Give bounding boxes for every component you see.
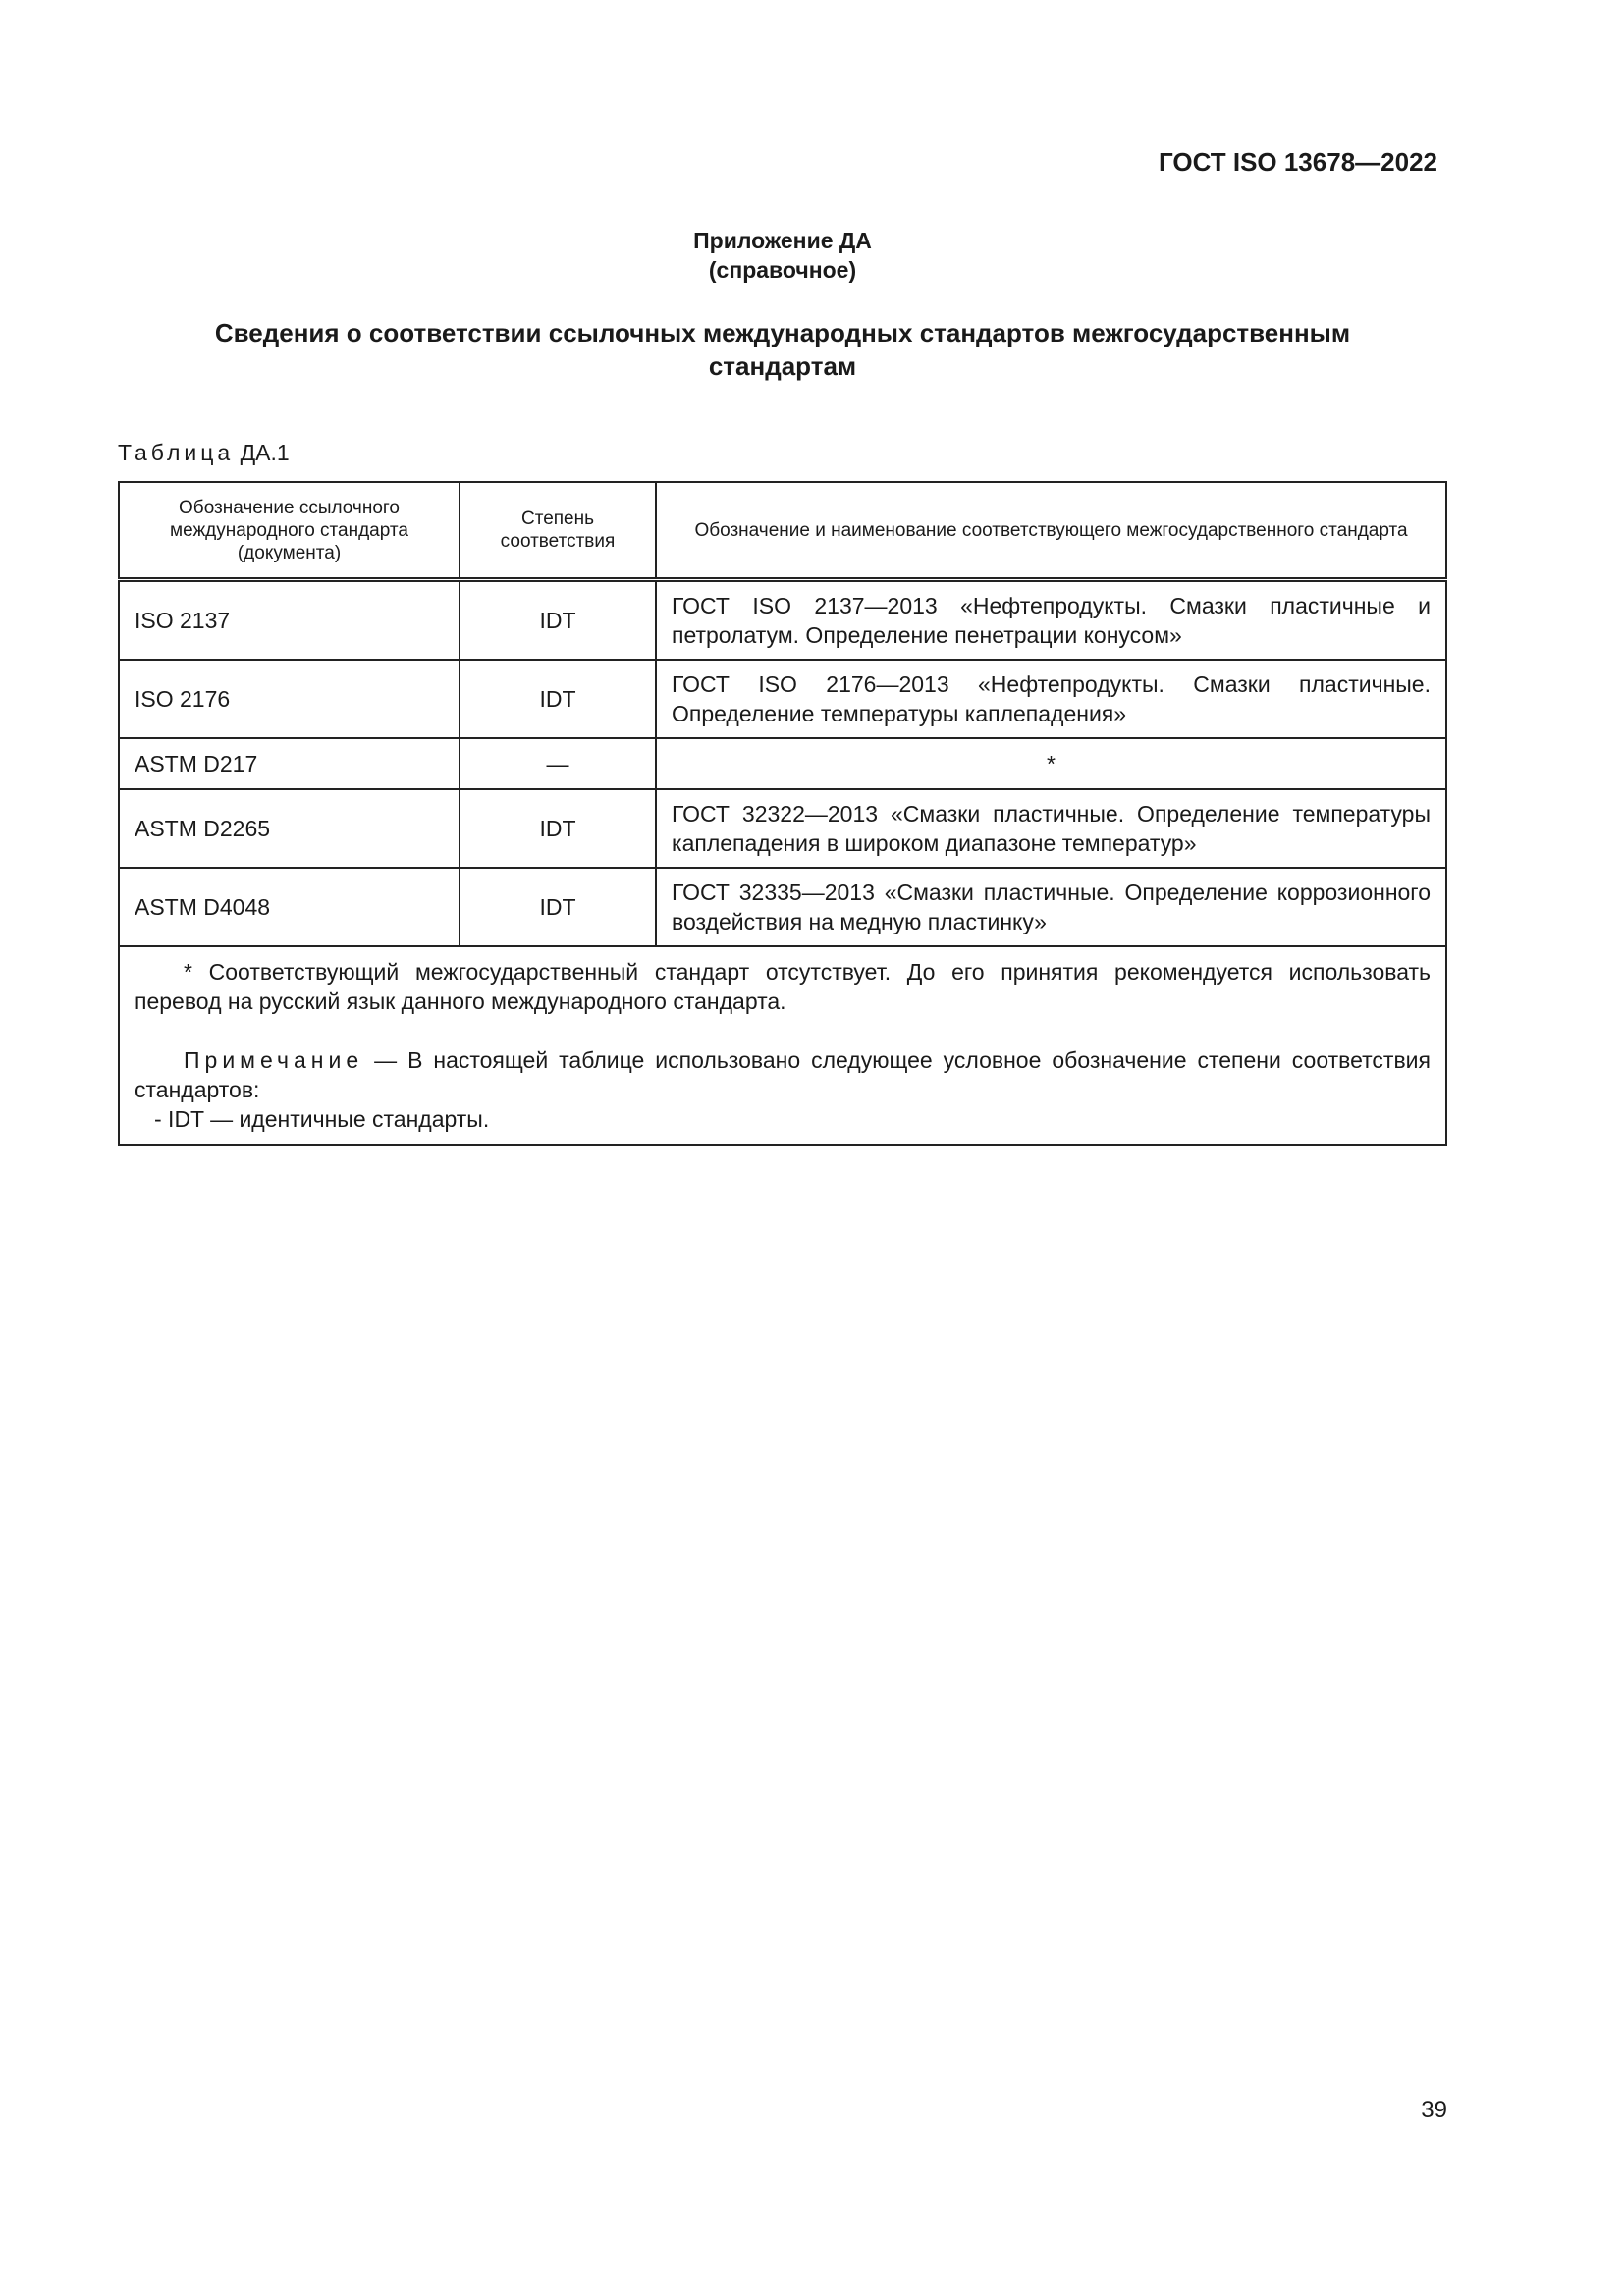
footnote-text: * Соответствующий межгосударственный стандарт отсутствует. До его принятия рекомендуется использовать перевод на русский язык данного международного стандарта. <box>135 959 1431 1014</box>
note-label: Примечание <box>184 1047 364 1073</box>
document-code: ГОСТ ISO 13678—2022 <box>1158 147 1437 177</box>
page-number: 39 <box>1421 2097 1447 2123</box>
footnote-cell <box>119 946 1446 1145</box>
cell-name: * <box>656 738 1446 789</box>
table-row <box>119 868 1446 946</box>
cell-name: ГОСТ 32322—2013 «Смазки пластичные. Определение температуры каплепадения в широком диапазоне температур» <box>656 789 1446 868</box>
appendix-type: (справочное) <box>708 257 857 283</box>
cell-code: ISO 2176 <box>119 660 460 738</box>
table-caption-number: ДА.1 <box>240 440 290 465</box>
cell-name: ГОСТ ISO 2176—2013 «Нефтепродукты. Смазки пластичные. Определение температуры каплепадения» <box>656 660 1446 738</box>
cell-code: ISO 2137 <box>119 580 460 661</box>
table-row <box>119 580 1446 661</box>
note-text: — В настоящей таблице использовано следующее условное обозначение степени соответствия стандартов: <box>135 1047 1431 1102</box>
cell-code: ASTM D4048 <box>119 868 460 946</box>
cell-degree: IDT <box>460 789 656 868</box>
cell-degree: IDT <box>460 580 656 661</box>
cell-name: ГОСТ 32335—2013 «Смазки пластичные. Определение коррозионного воздействия на медную пластинку» <box>656 868 1446 946</box>
standards-table <box>118 481 1447 1146</box>
cell-degree: IDT <box>460 868 656 946</box>
table-footnote-row <box>119 946 1446 1145</box>
note-paragraph <box>135 1045 1431 1104</box>
appendix-title: Приложение ДА <box>693 228 872 253</box>
cell-degree: IDT <box>460 660 656 738</box>
table-row <box>119 789 1446 868</box>
note-item: - IDT — идентичные стандарты. <box>154 1106 490 1132</box>
cell-code: ASTM D2265 <box>119 789 460 868</box>
cell-degree: — <box>460 738 656 789</box>
table-row <box>119 660 1446 738</box>
header-degree: Степень соответствия <box>460 482 656 580</box>
table-header-row <box>119 482 1446 580</box>
page-title: Сведения о соответствии ссылочных международных стандартов межгосударственным стандартам <box>214 318 1351 381</box>
cell-code: ASTM D217 <box>119 738 460 789</box>
cell-name: ГОСТ ISO 2137—2013 «Нефтепродукты. Смазки пластичные и петролатум. Определение пенетрации конусом» <box>656 580 1446 661</box>
header-reference-standard: Обозначение ссылочного международного стандарта (документа) <box>119 482 460 580</box>
table-caption-word: Таблица <box>118 440 235 465</box>
header-interstate-standard: Обозначение и наименование соответствующего межгосударственного стандарта <box>656 482 1446 580</box>
table-row <box>119 738 1446 789</box>
table-caption <box>118 440 290 466</box>
